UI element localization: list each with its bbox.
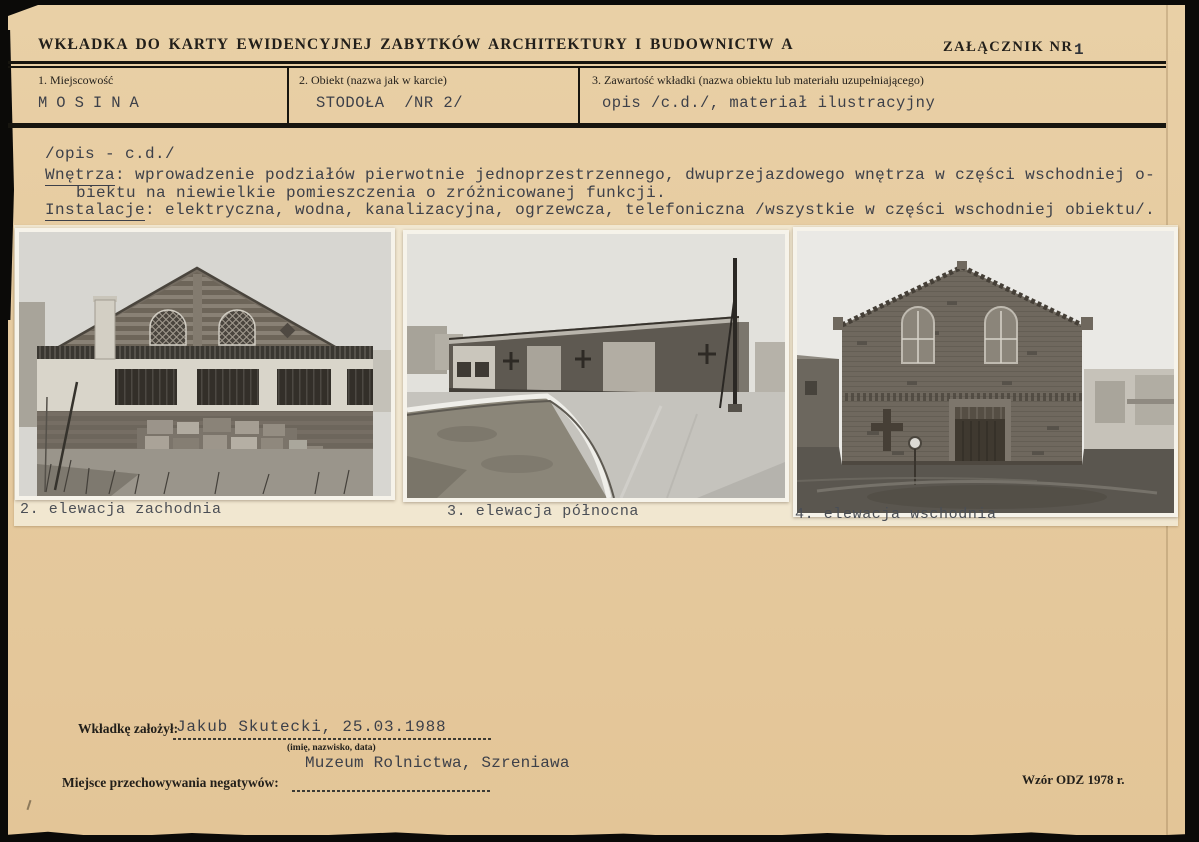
cell-zawartosc: [578, 68, 1166, 123]
founder-value: Jakub Skutecki, 25.03.1988: [176, 718, 447, 736]
description-interiors: [45, 166, 1155, 184]
photo-north-elevation-image: [407, 234, 785, 498]
header-rule: [8, 61, 1166, 64]
founder-hint: (imię, nazwisko, data): [287, 743, 376, 753]
photo-caption: 4. elewacja wschodnia: [795, 506, 997, 523]
installations-lead: Instalacje: [45, 201, 146, 219]
cell-miejscowosc: [8, 68, 287, 123]
negatives-rule: [292, 790, 492, 792]
description-installations: [45, 201, 1155, 219]
cell-label: 3. Zawartość wkładki (nazwa obiektu lub materiału uzupełniającego): [592, 73, 924, 87]
description-interiors-cont: biektu na niewielkie pomieszczenia o zróżnicowanej funkcji.: [76, 184, 667, 202]
photo-east-elevation: [793, 227, 1178, 517]
interiors-lead: Wnętrza: [45, 166, 116, 184]
cell-obiekt: [287, 68, 578, 123]
founder-label: Wkładkę założył:: [78, 721, 179, 736]
cell-value: MOSINA: [38, 94, 148, 112]
cell-value: opis /c.d./, materiał ilustracyjny: [602, 94, 936, 112]
photo-east-elevation-image: [797, 231, 1174, 513]
attachment-label: ZAŁĄCZNIK NR: [943, 39, 1074, 55]
interiors-text: : wprowadzenie podziałów pierwotnie jednoprzestrzennego, dwuprzejazdowego wnętrza w części wschodniej o-: [115, 166, 1156, 184]
photo-west-elevation-image: [19, 232, 391, 496]
cell-label: 1. Miejscowość: [38, 73, 114, 87]
founder-rule: [173, 738, 493, 740]
cell-value: STODOŁA /NR 2/: [316, 94, 464, 112]
id-table: [8, 66, 1166, 128]
cell-label: 2. Obiekt (nazwa jak w karcie): [299, 73, 447, 87]
photo-west-elevation: [15, 228, 395, 500]
card-title: WKŁADKA DO KARTY EWIDENCYJNEJ ZABYTKÓW ARCHITEKTURY I BUDOWNICTW A: [38, 36, 794, 53]
photo-north-elevation: [403, 230, 789, 502]
installations-text: : elektryczna, wodna, kanalizacyjna, ogrzewcza, telefoniczna /wszystkie w części wschodniej obiektu/.: [145, 201, 1156, 219]
description-intro: /opis - c.d./: [45, 145, 176, 163]
negatives-label: Miejsce przechowywania negatywów:: [62, 775, 279, 790]
attachment-number: 1: [1074, 41, 1084, 59]
form-note: Wzór ODZ 1978 r.: [1022, 772, 1125, 787]
photo-caption: 3. elewacja północna: [447, 503, 640, 520]
photo-caption: 2. elewacja zachodnia: [20, 501, 222, 518]
institution: Muzeum Rolnictwa, Szreniawa: [305, 754, 570, 772]
